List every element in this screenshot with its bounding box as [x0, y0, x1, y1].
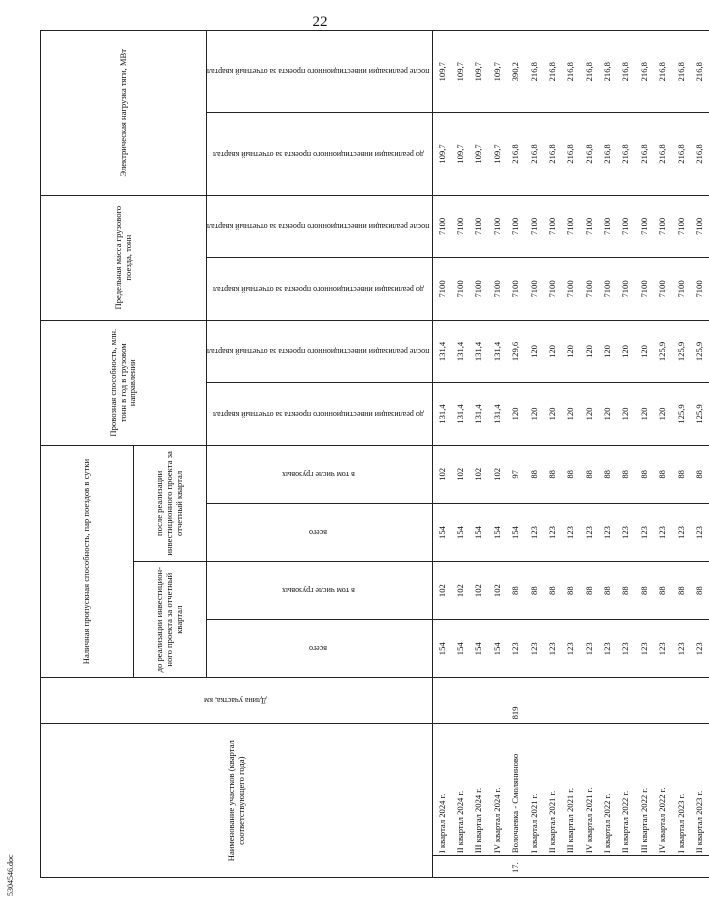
row-value: 102: [452, 562, 470, 620]
header-mass-after: после реализации инвестиционного проекта за отчетный квартал: [207, 195, 433, 258]
row-length: [617, 678, 635, 724]
header-freight-before: в том числе грузовых: [207, 562, 433, 620]
row-value: 7100: [452, 258, 470, 321]
row-value: 7100: [691, 195, 709, 258]
row-value: 125,9: [672, 383, 690, 446]
row-value: 123: [599, 620, 617, 678]
row-name: IV квартал 2021 г.: [580, 724, 598, 856]
row-value: 102: [433, 445, 452, 503]
row-value: 120: [617, 383, 635, 446]
row-value: 216,8: [562, 113, 580, 195]
header-capacity: Наличная пропускная способность, пар поездов в сутки: [41, 445, 134, 678]
row-number: [544, 856, 562, 878]
row-value: 123: [580, 620, 598, 678]
table-row: [525, 31, 543, 878]
row-value: 7100: [654, 258, 672, 321]
row-value: 88: [562, 445, 580, 503]
header-power-after: после реализации инвестиционного проекта за отчетный квартал: [207, 31, 433, 113]
row-value: 154: [470, 620, 488, 678]
row-name: III квартал 2022 г.: [636, 724, 654, 856]
header-power-before: до реализации инвестиционного проекта за отчетный квартал: [207, 113, 433, 195]
row-value: 102: [488, 562, 506, 620]
row-value: 88: [654, 562, 672, 620]
row-length: [636, 678, 654, 724]
row-name: II квартал 2023 г.: [691, 724, 709, 856]
row-value: 7100: [580, 258, 598, 321]
rotated-table: [40, 30, 705, 878]
table-row: [580, 31, 598, 878]
row-value: 88: [654, 445, 672, 503]
row-value: 154: [433, 503, 452, 561]
row-value: 102: [470, 562, 488, 620]
row-value: 120: [507, 383, 525, 446]
header-mass: Предельная масса грузового поезда, тонн: [41, 195, 207, 320]
row-length: [488, 678, 506, 724]
table-row: [433, 31, 452, 878]
row-value: 109,7: [488, 31, 506, 113]
row-value: 7100: [617, 258, 635, 321]
row-value: 88: [636, 562, 654, 620]
row-value: 120: [599, 383, 617, 446]
row-value: 88: [672, 445, 690, 503]
row-value: 216,8: [544, 31, 562, 113]
row-value: 120: [580, 383, 598, 446]
row-value: 154: [488, 620, 506, 678]
row-value: 216,8: [580, 113, 598, 195]
header-freight-after: в том числе грузовых: [207, 445, 433, 503]
row-value: 123: [544, 503, 562, 561]
row-value: 109,7: [470, 31, 488, 113]
table-row: [672, 31, 690, 878]
table-body: [433, 31, 709, 878]
row-value: 154: [488, 503, 506, 561]
row-name: III квартал 2021 г.: [562, 724, 580, 856]
row-value: 7100: [470, 258, 488, 321]
row-number: [580, 856, 598, 878]
row-value: 109,7: [488, 113, 506, 195]
row-value: 109,7: [452, 31, 470, 113]
row-value: 154: [452, 620, 470, 678]
row-value: 7100: [691, 258, 709, 321]
row-value: 125,9: [691, 383, 709, 446]
row-number: [452, 856, 470, 878]
row-name: III квартал 2024 г.: [470, 724, 488, 856]
row-value: 154: [452, 503, 470, 561]
row-value: 125,9: [672, 320, 690, 383]
row-value: 7100: [672, 258, 690, 321]
row-value: 88: [599, 562, 617, 620]
table-row: [654, 31, 672, 878]
row-value: 109,7: [452, 113, 470, 195]
row-value: 131,4: [470, 320, 488, 383]
row-value: 88: [580, 562, 598, 620]
row-value: 97: [507, 445, 525, 503]
row-value: 7100: [599, 258, 617, 321]
row-value: 123: [617, 503, 635, 561]
row-value: 216,8: [507, 113, 525, 195]
header-before: до реализации инвестицион-ного проекта за отчетный квартал: [134, 562, 207, 678]
row-value: 123: [691, 620, 709, 678]
row-value: 120: [562, 320, 580, 383]
row-value: 123: [562, 503, 580, 561]
row-value: 102: [488, 445, 506, 503]
row-value: 123: [544, 620, 562, 678]
row-value: 120: [525, 320, 543, 383]
row-value: 390,2: [507, 31, 525, 113]
row-value: 154: [507, 503, 525, 561]
row-value: 216,8: [544, 113, 562, 195]
row-number: [654, 856, 672, 878]
row-number: [636, 856, 654, 878]
row-value: 120: [617, 320, 635, 383]
row-value: 7100: [562, 258, 580, 321]
row-value: 216,8: [580, 31, 598, 113]
row-number: [599, 856, 617, 878]
row-value: 216,8: [525, 113, 543, 195]
row-value: 123: [562, 620, 580, 678]
row-value: 7100: [488, 258, 506, 321]
row-value: 7100: [544, 195, 562, 258]
row-value: 7100: [636, 258, 654, 321]
row-length: [672, 678, 690, 724]
row-value: 7100: [507, 195, 525, 258]
row-value: 125,9: [654, 320, 672, 383]
row-value: 7100: [488, 195, 506, 258]
row-value: 7100: [562, 195, 580, 258]
row-value: 216,8: [617, 113, 635, 195]
footer-filename: 5304546.doc: [6, 854, 15, 896]
row-number: [617, 856, 635, 878]
table-row: [507, 31, 525, 878]
row-length: [452, 678, 470, 724]
table-row: [452, 31, 470, 878]
header-after: после реализации инвестиционного проекта за отчетный квартал: [134, 445, 207, 561]
data-table: [40, 30, 709, 878]
row-value: 154: [470, 503, 488, 561]
row-value: 7100: [580, 195, 598, 258]
row-value: 123: [525, 503, 543, 561]
table-row: [470, 31, 488, 878]
row-value: 7100: [672, 195, 690, 258]
header-carrying-after: после реализации инвестиционного проекта за отчетный квартал: [207, 320, 433, 383]
row-value: 123: [617, 620, 635, 678]
row-value: 131,4: [433, 383, 452, 446]
row-value: 216,8: [691, 113, 709, 195]
row-value: 123: [525, 620, 543, 678]
row-value: 123: [636, 620, 654, 678]
row-value: 88: [544, 562, 562, 620]
row-length: [580, 678, 598, 724]
row-name: II квартал 2022 г.: [617, 724, 635, 856]
table-row: [599, 31, 617, 878]
row-value: 123: [654, 620, 672, 678]
row-value: 123: [636, 503, 654, 561]
row-length: 819: [507, 678, 525, 724]
row-value: 88: [562, 562, 580, 620]
row-value: 123: [507, 620, 525, 678]
row-value: 125,9: [691, 320, 709, 383]
row-name: I квартал 2024 г.: [433, 724, 452, 856]
row-value: 131,4: [470, 383, 488, 446]
row-length: [562, 678, 580, 724]
row-value: 216,8: [654, 113, 672, 195]
row-name: Волочаевка - Смоляниново: [507, 724, 525, 856]
row-value: 120: [562, 383, 580, 446]
row-name: IV квартал 2022 г.: [654, 724, 672, 856]
row-number: 17.: [507, 856, 525, 878]
row-value: 88: [599, 445, 617, 503]
row-value: 216,8: [672, 113, 690, 195]
row-name: I квартал 2021 г.: [525, 724, 543, 856]
row-value: 216,8: [691, 31, 709, 113]
row-value: 7100: [617, 195, 635, 258]
row-value: 131,4: [452, 383, 470, 446]
row-value: 154: [433, 620, 452, 678]
row-value: 7100: [452, 195, 470, 258]
row-number: [672, 856, 690, 878]
table-row: [617, 31, 635, 878]
row-value: 88: [691, 445, 709, 503]
row-value: 216,8: [562, 31, 580, 113]
row-length: [525, 678, 543, 724]
row-value: 131,4: [452, 320, 470, 383]
row-value: 123: [672, 620, 690, 678]
header-length: Длина участка, км: [41, 678, 433, 724]
row-value: 123: [599, 503, 617, 561]
row-value: 7100: [433, 195, 452, 258]
table-container: [40, 30, 705, 878]
row-name: IV квартал 2024 г.: [488, 724, 506, 856]
row-value: 88: [525, 445, 543, 503]
header-name: Наименование участков (квартал соответствующего года): [41, 724, 433, 878]
header-carrying: Провозная способность, млн. тонн в год в грузовом направлении: [41, 320, 207, 445]
row-value: 123: [691, 503, 709, 561]
table-row: [691, 31, 709, 878]
row-name: I квартал 2022 г.: [599, 724, 617, 856]
row-value: 7100: [507, 258, 525, 321]
row-value: 216,8: [525, 31, 543, 113]
header-carrying-before: до реализации инвестиционного проекта за отчетный квартал: [207, 383, 433, 446]
row-length: [599, 678, 617, 724]
row-number: [525, 856, 543, 878]
row-number: [488, 856, 506, 878]
row-length: [654, 678, 672, 724]
row-value: 88: [544, 445, 562, 503]
row-value: 120: [599, 320, 617, 383]
row-length: [470, 678, 488, 724]
row-value: 216,8: [672, 31, 690, 113]
row-value: 129,6: [507, 320, 525, 383]
row-value: 131,4: [488, 383, 506, 446]
row-value: 7100: [525, 195, 543, 258]
row-name: I квартал 2023 г.: [672, 724, 690, 856]
header-power: Электрическая нагрузка тяги, МВт: [41, 31, 207, 196]
row-value: 120: [544, 383, 562, 446]
row-number: [691, 856, 709, 878]
row-value: 7100: [525, 258, 543, 321]
row-value: 102: [452, 445, 470, 503]
row-value: 120: [525, 383, 543, 446]
row-value: 216,8: [654, 31, 672, 113]
row-name: II квартал 2021 г.: [544, 724, 562, 856]
row-value: 88: [525, 562, 543, 620]
row-value: 7100: [636, 195, 654, 258]
table-row: [562, 31, 580, 878]
table-row: [544, 31, 562, 878]
row-value: 109,7: [433, 113, 452, 195]
row-value: 120: [636, 320, 654, 383]
row-length: [691, 678, 709, 724]
row-value: 109,7: [433, 31, 452, 113]
row-length: [433, 678, 452, 724]
row-value: 88: [507, 562, 525, 620]
row-value: 131,4: [488, 320, 506, 383]
row-length: [544, 678, 562, 724]
row-number: [470, 856, 488, 878]
row-value: 7100: [654, 195, 672, 258]
header-mass-before: до реализации инвестиционного проекта за отчетный квартал: [207, 258, 433, 321]
row-value: 131,4: [433, 320, 452, 383]
row-value: 123: [654, 503, 672, 561]
row-value: 216,8: [617, 31, 635, 113]
row-value: 216,8: [599, 31, 617, 113]
row-name: II квартал 2024 г.: [452, 724, 470, 856]
row-value: 120: [654, 383, 672, 446]
table-row: [488, 31, 506, 878]
row-value: 88: [580, 445, 598, 503]
table-row: [636, 31, 654, 878]
row-value: 88: [617, 562, 635, 620]
header-total-after: всего: [207, 503, 433, 561]
row-value: 88: [617, 445, 635, 503]
row-value: 216,8: [636, 113, 654, 195]
row-value: 120: [636, 383, 654, 446]
row-value: 123: [580, 503, 598, 561]
row-value: 7100: [433, 258, 452, 321]
row-number: [433, 856, 452, 878]
row-value: 7100: [599, 195, 617, 258]
header-total-before: всего: [207, 620, 433, 678]
page-number: 22: [312, 14, 328, 30]
row-value: 120: [580, 320, 598, 383]
row-value: 216,8: [636, 31, 654, 113]
row-number: [562, 856, 580, 878]
row-value: 102: [433, 562, 452, 620]
row-value: 88: [691, 562, 709, 620]
row-value: 88: [636, 445, 654, 503]
row-value: 7100: [470, 195, 488, 258]
row-value: 102: [470, 445, 488, 503]
row-value: 120: [544, 320, 562, 383]
row-value: 109,7: [470, 113, 488, 195]
row-value: 7100: [544, 258, 562, 321]
row-value: 123: [672, 503, 690, 561]
row-value: 88: [672, 562, 690, 620]
row-value: 216,8: [599, 113, 617, 195]
